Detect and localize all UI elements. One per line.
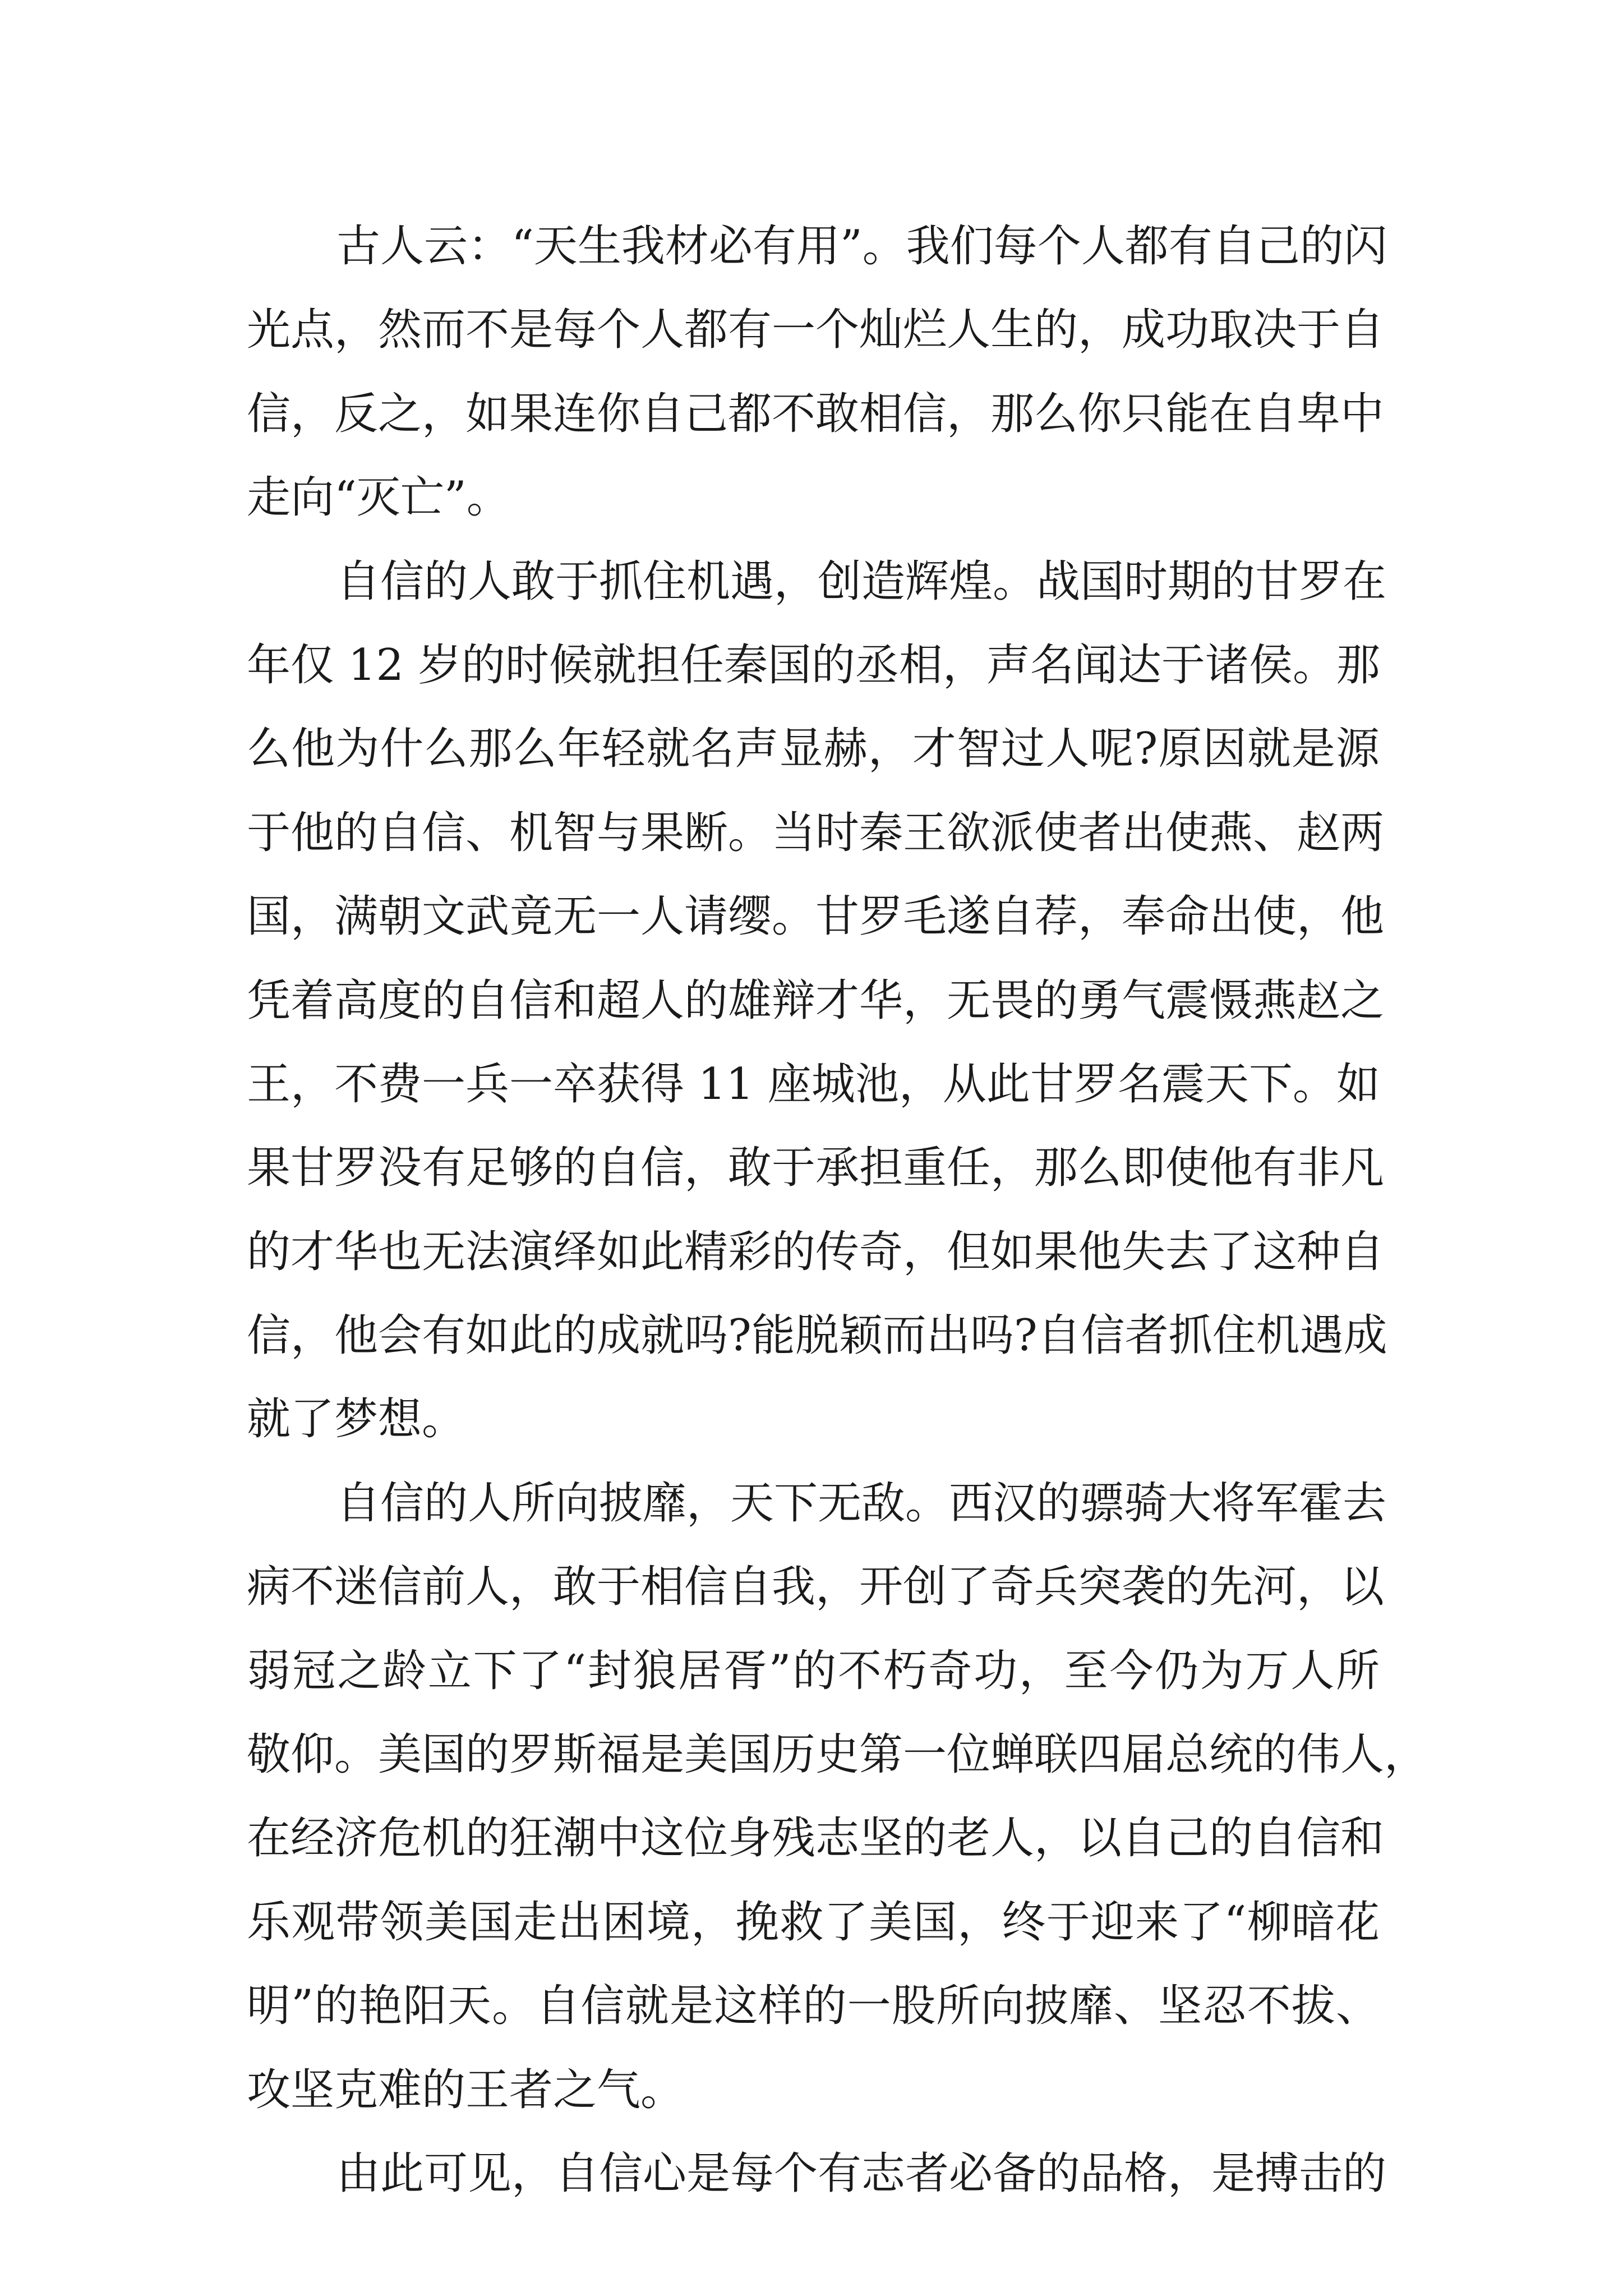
text-line: 凭着高度的自信和超人的雄辩才华，无畏的勇气震慑燕赵之 <box>247 975 1385 1026</box>
text-line: 信，他会有如此的成就吗?能脱颖而出吗?自信者抓住机遇成 <box>247 1310 1387 1361</box>
text-line: 病不迷信前人，敢于相信自我，开创了奇兵突袭的先河，以 <box>247 1562 1385 1613</box>
text-line: 自信的人敢于抓住机遇，创造辉煌。战国时期的甘罗在 <box>336 556 1387 607</box>
text-line: 乐观带领美国走出困境，挽救了美国，终于迎来了“柳暗花 <box>247 1897 1380 1948</box>
text-line: 么他为什么那么年轻就名声显赫，才智过人呢?原因就是源 <box>247 724 1380 775</box>
text-line: 攻坚克难的王者之气。 <box>247 2064 685 2115</box>
text-line: 由此可见，自信心是每个有志者必备的品格，是搏击的 <box>336 2148 1387 2199</box>
text-line: 自信的人所向披靡，天下无敌。西汉的骠骑大将军霍去 <box>336 1478 1387 1529</box>
text-line: 光点，然而不是每个人都有一个灿烂人生的，成功取决于自 <box>247 305 1385 356</box>
text-line: 于他的自信、机智与果断。当时秦王欲派使者出使燕、赵两 <box>247 807 1385 858</box>
text-line: 王，不费一兵一卒获得 11 座城池，从此甘罗名震天下。如 <box>247 1059 1380 1110</box>
text-line: 的才华也无法演绎如此精彩的传奇，但如果他失去了这种自 <box>247 1226 1385 1277</box>
text-line: 果甘罗没有足够的自信，敢于承担重任，那么即使他有非凡 <box>247 1143 1385 1194</box>
document-body <box>247 205 1428 2216</box>
text-line: 国，满朝文武竟无一人请缨。甘罗毛遂自荐，奉命出使，他 <box>247 891 1385 942</box>
text-line: 走向“灭亡”。 <box>247 472 510 523</box>
text-line: 在经济危机的狂潮中这位身残志坚的老人，以自己的自信和 <box>247 1813 1385 1864</box>
text-line: 古人云：“天生我材必有用”。我们每个人都有自己的闪 <box>336 221 1387 272</box>
text-line: 明”的艳阳天。自信就是这样的一股所向披靡、坚忍不拔、 <box>247 1981 1380 2032</box>
text-line: 信，反之，如果连你自己都不敢相信，那么你只能在自卑中 <box>247 388 1385 439</box>
text-line: 年仅 12 岁的时候就担任秦国的丞相，声名闻达于诸侯。那 <box>247 639 1380 691</box>
text-line: 就了梦想。 <box>247 1394 466 1445</box>
text-line: 敬仰。美国的罗斯福是美国历史第一位蝉联四届总统的伟人， <box>247 1729 1428 1780</box>
text-line: 弱冠之龄立下了“封狼居胥”的不朽奇功，至今仍为万人所 <box>247 1645 1380 1696</box>
